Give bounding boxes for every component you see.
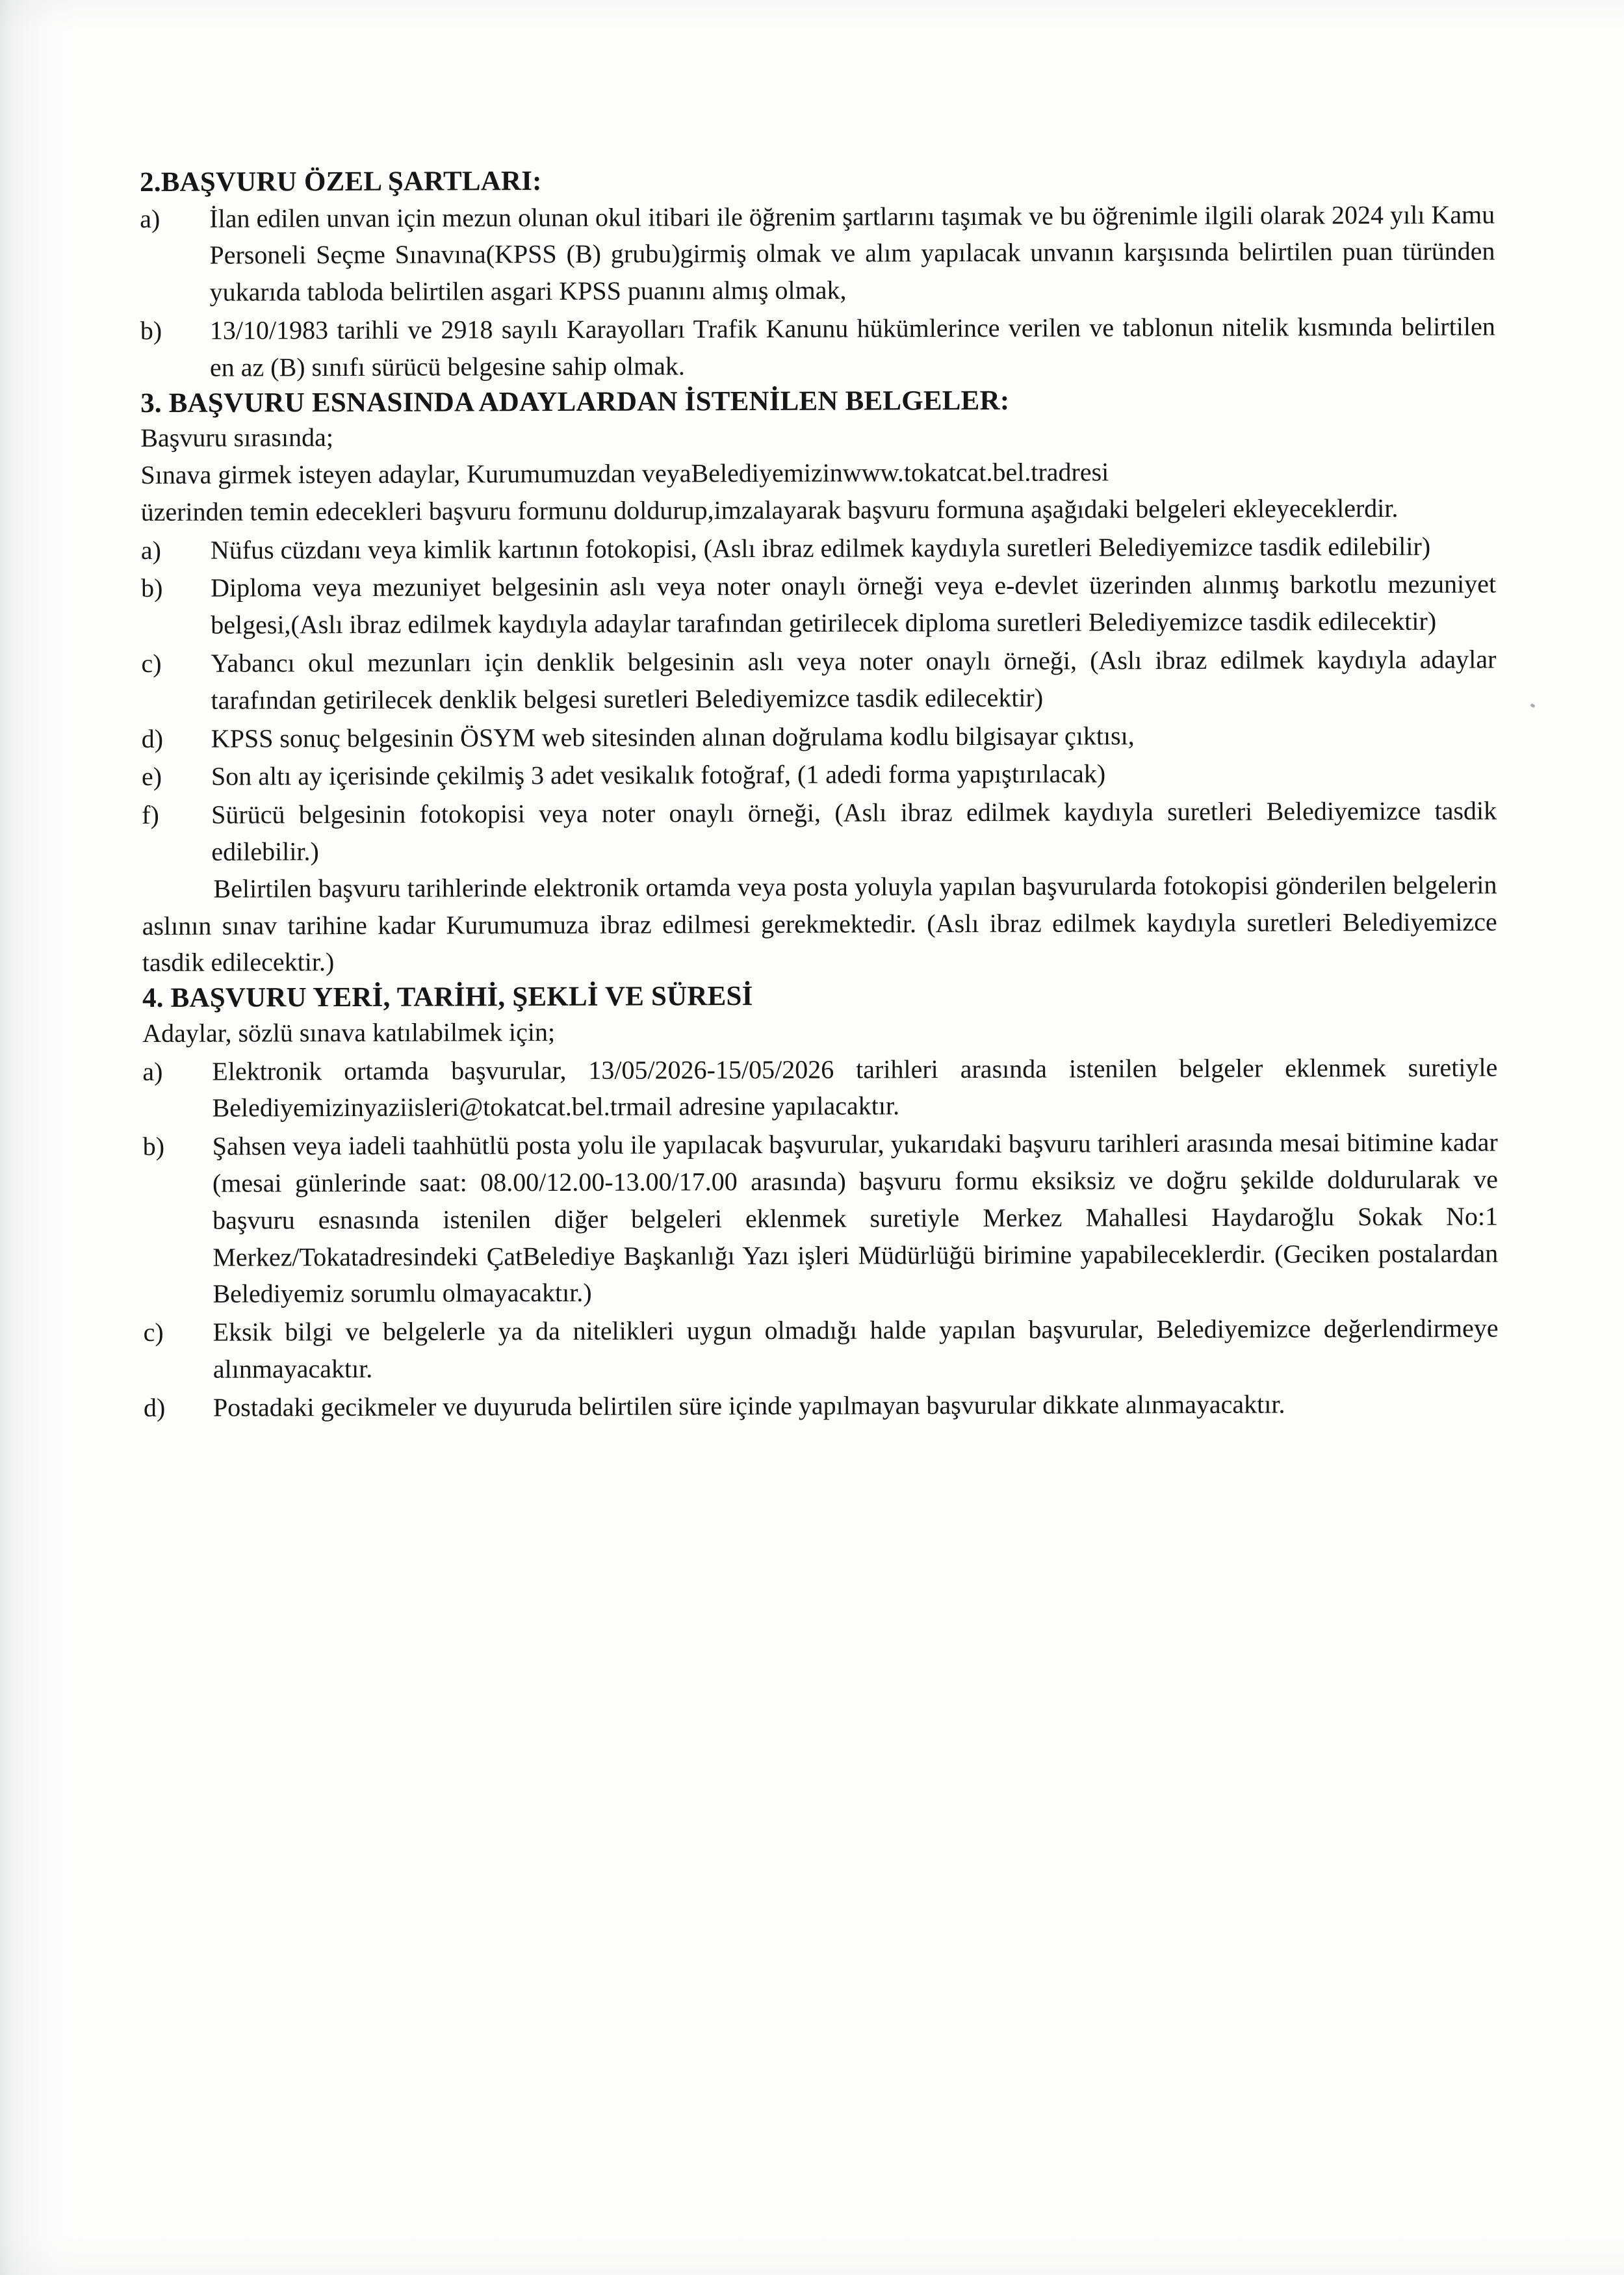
- list-marker: b): [142, 1131, 165, 1162]
- list-marker: f): [142, 800, 159, 830]
- list-item-text: Eksik bilgi ve belgelerle ya da nitelikleri uygun olmadığı halde yapılan başvurular, Belediyemizce değerlendirmeye alınmayacaktır.: [213, 1313, 1499, 1384]
- section-3-list: [141, 528, 1497, 871]
- scan-edge-shadow-top: [0, 0, 1624, 30]
- list-item-text: Yabancı okul mezunları için denklik belgesinin aslı veya noter onaylı örneği, (Aslı ibraz edilmek kaydıyla adaylar tarafından getirilecek denklik belgesi suretleri Belediyemizce tasdik edilecektir): [211, 644, 1497, 715]
- section-4-list: [142, 1049, 1499, 1427]
- list-marker: d): [141, 723, 164, 753]
- list-marker: a): [142, 1056, 163, 1086]
- list-item: [142, 793, 1497, 871]
- list-item: [141, 528, 1496, 569]
- list-item: [142, 755, 1497, 796]
- list-item: [141, 566, 1496, 644]
- list-marker: a): [140, 203, 161, 233]
- list-item-text: Postadaki gecikmeler ve duyuruda belirtilen süre içinde yapılmayan başvurular dikkate alınmayacaktır.: [213, 1389, 1285, 1422]
- section-2-list: [140, 196, 1495, 387]
- list-marker: a): [140, 535, 162, 565]
- list-item-text: Sürücü belgesinin fotokopisi veya noter onaylı örneği, (Aslı ibraz edilmek kaydıyla suretleri Belediyemizce tasdik edilebilir.): [211, 796, 1497, 866]
- list-item: [140, 196, 1495, 311]
- section-4-lead: Adaylar, sözlü sınava katılabilmek için;: [142, 1017, 556, 1048]
- section-2-heading: 2.BAŞVURU ÖZEL ŞARTLARI:: [140, 166, 542, 198]
- list-marker: e): [141, 762, 162, 792]
- list-item: [144, 1310, 1499, 1388]
- section-3-lead-3: üzerinden temin edecekleri başvuru formunu doldurup,imzalayarak başvuru formuna aşağıdaki belgeleri ekleyeceklerdir.: [140, 493, 1398, 526]
- list-marker: c): [143, 1317, 164, 1347]
- document-content: [140, 161, 1499, 1426]
- list-item: [142, 1049, 1497, 1127]
- list-marker: b): [140, 573, 163, 603]
- list-item-text: 13/10/1983 tarihli ve 2918 sayılı Karayolları Trafik Kanunu hükümlerince verilen ve tablonun nitelik kısmında belirtilen en az (B) sınıfı sürücü belgesine sahip olmak.: [209, 311, 1495, 382]
- list-item-text: Diploma veya mezuniyet belgesinin aslı veya noter onaylı örneği veya e-devlet üzerinden alınmış barkotlu mezuniyet belgesi,(Aslı ibraz edilmek kaydıyla adaylar tarafından getirilecek diploma suretleri Belediyemizce tasdik edilecektir): [210, 569, 1497, 640]
- list-item: [144, 1385, 1499, 1426]
- list-item-text: İlan edilen unvan için mezun olunan okul itibari ile öğrenim şartlarını taşımak ve bu öğrenimle ilgili olarak 2024 yılı Kamu Personeli Seçme Sınavına(KPSS (B) grubu)girmiş olmak ve alım yapılacak unvanın karşısında belirtilen puan türünden yukarıda tabloda belirtilen asgari KPSS puanını almış olmak,: [209, 200, 1495, 307]
- section-3-lead-1: Başvuru sırasında;: [140, 422, 334, 453]
- list-item: [140, 308, 1495, 386]
- list-item: [141, 641, 1496, 719]
- list-item-text: KPSS sonuç belgesinin ÖSYM web sitesinden alınan doğrulama kodlu bilgisayar çıktısı,: [211, 720, 1135, 753]
- list-marker: c): [141, 648, 162, 678]
- scan-edge-shadow-left: [0, 0, 77, 2275]
- list-item-text: Elektronik ortamda başvurular, 13/05/2026-15/05/2026 tarihleri arasında istenilen belgeler eklenmek suretiyle Belediyemizinyaziisleri@tokatcat.bel.trmail adresine yapılacaktır.: [212, 1052, 1498, 1123]
- list-marker: b): [140, 315, 162, 345]
- list-item-text: Son altı ay içerisinde çekilmiş 3 adet vesikalık fotoğraf, (1 adedi forma yapıştırılacak): [211, 759, 1106, 792]
- scan-speck-artifact: [1530, 703, 1536, 708]
- section-3-closing-paragraph: Belirtilen başvuru tarihlerinde elektronik ortamda veya posta yoluyla yapılan başvurularda fotokopisi gönderilen belgelerin aslının sınav tarihine kadar Kurumumuza ibraz edilmesi gerekmektedir. (Aslı ibraz edilmek kaydıyla suretleri Belediyemizce tasdik edilecektir.): [142, 870, 1497, 978]
- list-item-text: Nüfus cüzdanı veya kimlik kartının fotokopisi, (Aslı ibraz edilmek kaydıyla suretleri Belediyemizce tasdik edilebilir): [210, 531, 1431, 565]
- list-item: [143, 1124, 1499, 1314]
- section-3-heading: 3. BAŞVURU ESNASINDA ADAYLARDAN İSTENİLEN BELGELER:: [140, 385, 1010, 419]
- scan-edge-shadow-bottom: [0, 2236, 1624, 2275]
- section-3-lead-2: Sınava girmek isteyen adaylar, Kurumumuzdan veyaBelediyemizinwww.tokatcat.bel.tradresi: [140, 457, 1109, 489]
- list-item: [142, 716, 1497, 757]
- section-4-heading: 4. BAŞVURU YERİ, TARİHİ, ŞEKLİ VE SÜRESİ: [142, 981, 753, 1014]
- list-marker: d): [143, 1392, 166, 1422]
- list-item-text: Şahsen veya iadeli taahhütlü posta yolu ile yapılacak başvurular, yukarıdaki başvuru tarihleri arasında mesai bitimine kadar (mesai günlerinde saat: 08.00/12.00-13.00/17.00 arasında) başvuru formu eksiksiz ve doğru şekilde doldurularak ve başvuru esnasında istenilen diğer belgeleri eklenmek suretiyle Merkez Mahallesi Haydaroğlu Sokak No:1 Merkez/Tokatadresindeki ÇatBelediye Başkanlığı Yazı işleri Müdürlüğü birimine yapabileceklerdir. (Geciken postalardan Belediyemiz sorumlu olmayacaktır.): [212, 1127, 1499, 1308]
